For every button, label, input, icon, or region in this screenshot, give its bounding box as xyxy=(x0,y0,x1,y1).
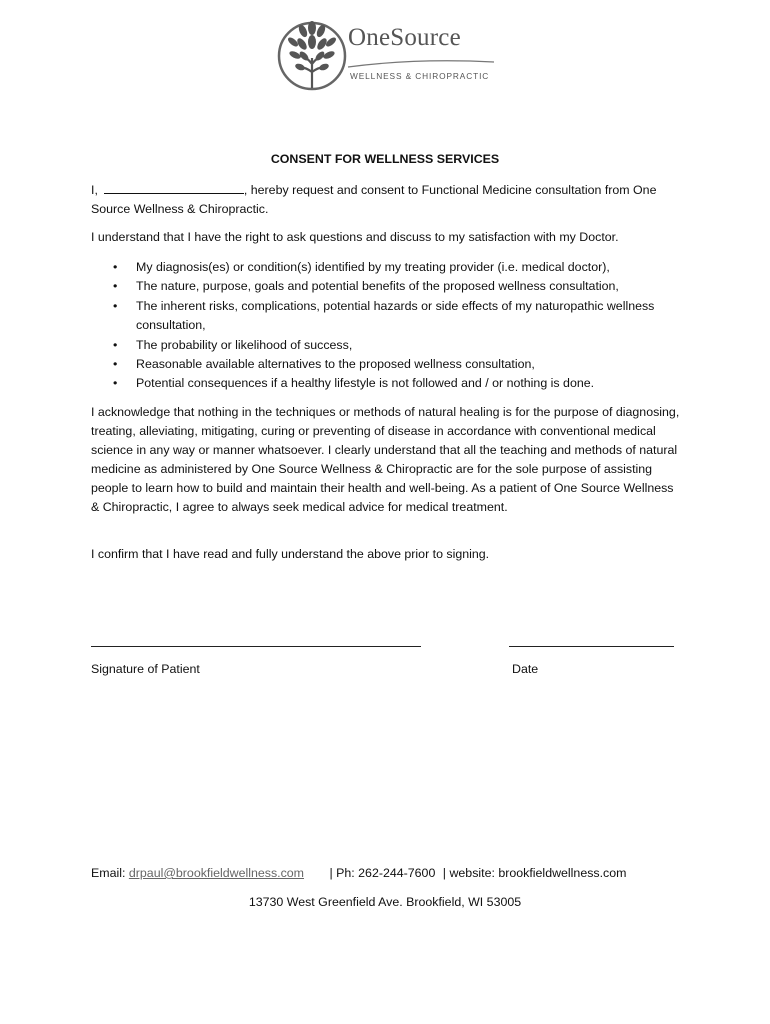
acknowledgement-paragraph: I acknowledge that nothing in the techniques or methods of natural healing is for the purpose of diagnosing, treating, alleviating, mitigating, curing or preventing of disease in accordance with conventional medical science in any way or manner whatsoever. I clearly understand that all the teaching and methods of natural medicine as administered by One Source Wellness & Chiropractic are for the sole purpose of assisting people to learn how to build and maintain their health and well-being. As a patient of One Source Wellness & Chiropractic, I agree to always seek medical advice for medical treatment. xyxy=(91,405,680,514)
website-text: | website: brookfieldwellness.com xyxy=(442,866,627,880)
bullet-icon: • xyxy=(113,357,118,372)
list-item: • My diagnosis(es) or condition(s) identified by my treating provider (i.e. medical doctor), xyxy=(91,258,681,277)
disclosure-list xyxy=(91,258,681,394)
email-label: Email: xyxy=(91,866,126,880)
list-item: • The nature, purpose, goals and potential benefits of the proposed wellness consultation, xyxy=(91,277,681,296)
intro-paragraph xyxy=(91,180,681,219)
list-item: • The inherent risks, complications, potential hazards or side effects of my naturopathic wellness consultation, xyxy=(113,298,655,333)
intro-prefix: I, xyxy=(91,183,98,197)
company-logo xyxy=(276,16,496,96)
date-label: Date xyxy=(512,662,539,676)
logo-wordmark: OneSource xyxy=(348,24,461,51)
email-link[interactable]: drpaul@brookfieldwellness.com xyxy=(128,866,305,880)
date-field[interactable] xyxy=(509,646,674,647)
intro-suffix: , hereby request and consent to Functional Medicine consultation from One Source Wellness & Chiropractic. xyxy=(91,183,657,216)
rights-statement: I understand that I have the right to ask questions and discuss to my satisfaction with my Doctor. xyxy=(91,230,619,244)
phone-number: | Ph: 262-244-7600 xyxy=(329,866,436,880)
bullet-icon: • xyxy=(113,298,118,313)
list-item: • The probability or likelihood of success, xyxy=(91,336,681,355)
bullet-icon: • xyxy=(113,260,118,274)
patient-name-field[interactable] xyxy=(104,180,244,194)
tree-of-life-icon xyxy=(276,16,348,96)
bullet-icon: • xyxy=(113,376,118,391)
address: 13730 West Greenfield Ave. Brookfield, WI 53005 xyxy=(248,895,522,909)
list-item: • Potential consequences if a healthy lifestyle is not followed and / or nothing is done. xyxy=(91,374,681,393)
confirmation-statement: I confirm that I have read and fully understand the above prior to signing. xyxy=(91,547,490,561)
signature-field[interactable] xyxy=(91,646,421,647)
page-title: CONSENT FOR WELLNESS SERVICES xyxy=(270,152,500,166)
contact-info xyxy=(91,866,626,880)
signature-label: Signature of Patient xyxy=(91,662,200,676)
logo-subtitle: WELLNESS & CHIROPRACTIC xyxy=(350,71,490,81)
bullet-icon: • xyxy=(113,279,118,294)
logo-swoosh xyxy=(346,58,496,70)
bullet-icon: • xyxy=(113,337,118,352)
list-item: • Reasonable available alternatives to the proposed wellness consultation, xyxy=(91,355,681,374)
